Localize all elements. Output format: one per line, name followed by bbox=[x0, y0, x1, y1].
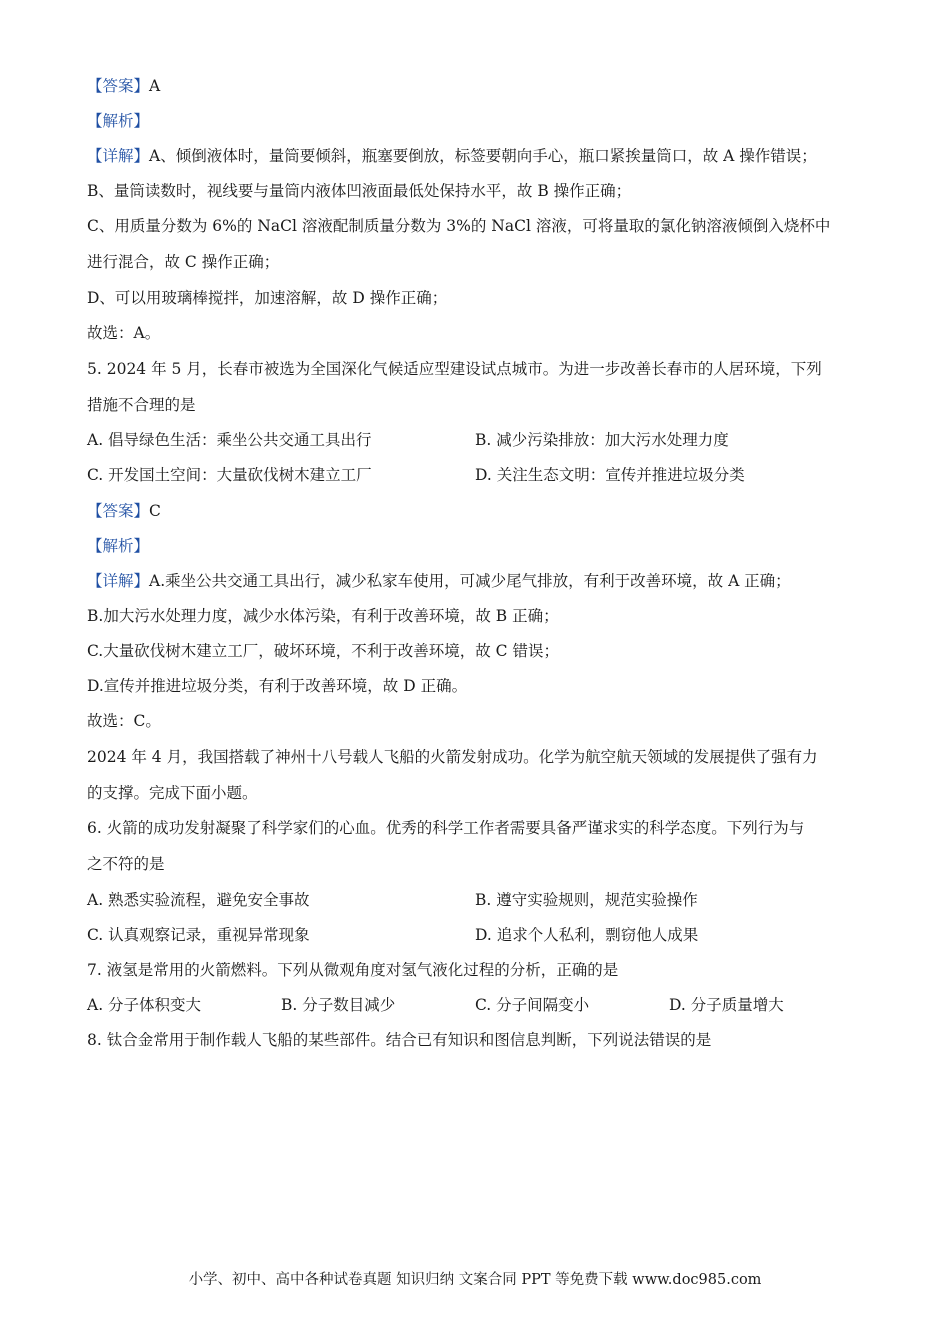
q5-stem: 5. 2024 年 5 月，长春市被选为全国深化气候适应型建设试点城市。为进一步改善长春市的人居环境，下列 bbox=[87, 360, 822, 378]
q5-option-b: B. 减少污染排放：加大污水处理力度 bbox=[475, 431, 729, 449]
q4-answer bbox=[87, 76, 160, 96]
q5-analysis-tag: 【解析】 bbox=[87, 537, 150, 555]
q5-answer bbox=[87, 501, 161, 521]
q5-stem: 措施不合理的是 bbox=[87, 396, 196, 414]
q5-detail-line: B.加大污水处理力度，减少水体污染，有利于改善环境，故 B 正确； bbox=[87, 607, 559, 625]
q8-stem: 8. 钛合金常用于制作载人飞船的某些部件。结合已有知识和图信息判断，下列说法错误的是 bbox=[87, 1031, 712, 1049]
q7-stem: 7. 液氢是常用的火箭燃料。下列从微观角度对氢气液化过程的分析，正确的是 bbox=[87, 961, 619, 979]
q6-option-a: A. 熟悉实验流程，避免安全事故 bbox=[87, 891, 310, 909]
answer-value: A bbox=[149, 77, 161, 95]
q6-stem: 之不符的是 bbox=[87, 855, 165, 873]
q7-option-d: D. 分子质量增大 bbox=[669, 996, 784, 1014]
q5-detail-line: D.宣传并推进垃圾分类，有利于改善环境，故 D 正确。 bbox=[87, 677, 468, 695]
q5-option-d: D. 关注生态文明：宣传并推进垃圾分类 bbox=[475, 466, 745, 484]
q5-option-c: C. 开发国土空间：大量砍伐树木建立工厂 bbox=[87, 466, 372, 484]
q4-detail-line: D、可以用玻璃棒搅拌，加速溶解，故 D 操作正确； bbox=[87, 289, 448, 307]
q6-option-c: C. 认真观察记录，重视异常现象 bbox=[87, 926, 310, 944]
q5-conclusion: 故选：C。 bbox=[87, 712, 161, 730]
q6-option-d: D. 追求个人私利，剽窃他人成果 bbox=[475, 926, 699, 944]
q4-analysis-tag: 【解析】 bbox=[87, 112, 150, 130]
q4-conclusion: 故选：A。 bbox=[87, 324, 161, 342]
page-footer: 小学、初中、高中各种试卷真题 知识归纳 文案合同 PPT 等免费下载 www.doc985.com bbox=[188, 1272, 762, 1288]
group-intro: 2024 年 4 月，我国搭载了神州十八号载人飞船的火箭发射成功。化学为航空航天领域的发展提供了强有力 bbox=[87, 748, 818, 766]
q6-option-b: B. 遵守实验规则，规范实验操作 bbox=[475, 891, 698, 909]
q5-option-a: A. 倡导绿色生活：乘坐公共交通工具出行 bbox=[87, 431, 372, 449]
q5-detail-line: C.大量砍伐树木建立工厂，破坏环境，不利于改善环境，故 C 错误； bbox=[87, 642, 559, 660]
q7-option-c: C. 分子间隔变小 bbox=[475, 996, 590, 1014]
answer-value: C bbox=[149, 502, 161, 520]
answer-tag: 【答案】 bbox=[87, 502, 150, 520]
detail-tag: 【详解】 bbox=[87, 147, 150, 165]
q4-detail-line: C、用质量分数为 6%的 NaCl 溶液配制质量分数为 3%的 NaCl 溶液，可将量取的氯化钠溶液倾倒入烧杯中 bbox=[87, 217, 831, 235]
answer-tag: 【答案】 bbox=[87, 77, 150, 95]
detail-text: A.乘坐公共交通工具出行，减少私家车使用，可减少尾气排放，有利于改善环境，故 A 正确； bbox=[149, 572, 791, 590]
q7-option-b: B. 分子数目减少 bbox=[281, 996, 396, 1014]
q5-detail-line bbox=[87, 571, 791, 591]
q4-detail-line: 进行混合，故 C 操作正确； bbox=[87, 253, 280, 271]
q6-stem: 6. 火箭的成功发射凝聚了科学家们的心血。优秀的科学工作者需要具备严谨求实的科学态度。下列行为与 bbox=[87, 819, 805, 837]
q4-detail-line: B、量筒读数时，视线要与量筒内液体凹液面最低处保持水平，故 B 操作正确； bbox=[87, 182, 632, 200]
group-intro: 的支撑。完成下面小题。 bbox=[87, 784, 258, 802]
q4-detail-line bbox=[87, 146, 817, 166]
detail-tag: 【详解】 bbox=[87, 572, 150, 590]
q7-option-a: A. 分子体积变大 bbox=[87, 996, 202, 1014]
detail-text: A、倾倒液体时，量筒要倾斜，瓶塞要倒放，标签要朝向手心，瓶口紧挨量筒口，故 A 操作错误； bbox=[149, 147, 817, 165]
